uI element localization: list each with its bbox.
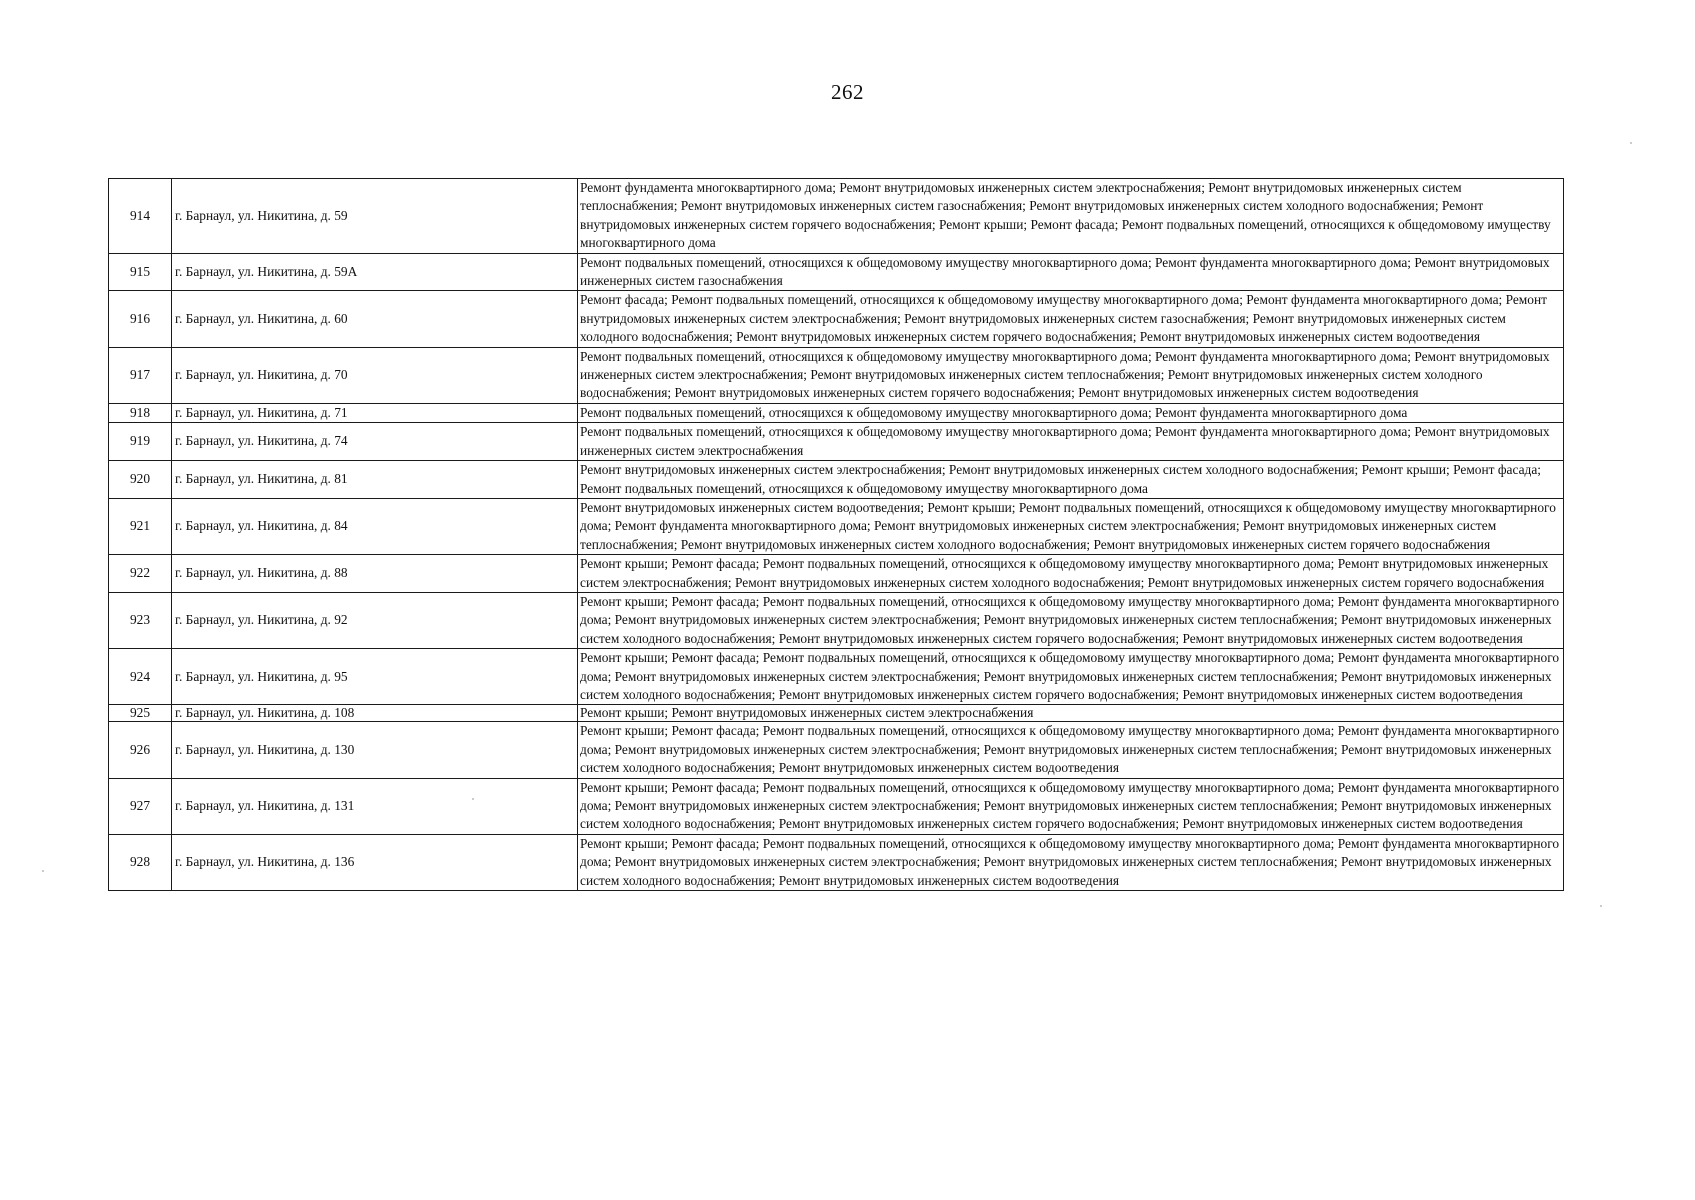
scan-speck — [472, 798, 474, 800]
row-number: 918 — [109, 403, 172, 422]
row-address: г. Барнаул, ул. Никитина, д. 84 — [172, 498, 578, 554]
row-number: 927 — [109, 778, 172, 834]
row-address: г. Барнаул, ул. Никитина, д. 59А — [172, 253, 578, 291]
table-row — [109, 347, 1564, 403]
row-works: Ремонт подвальных помещений, относящихся к общедомовому имуществу многоквартирного дома; Ремонт фундамента многоквартирного дома — [578, 403, 1564, 422]
row-works: Ремонт фасада; Ремонт подвальных помещений, относящихся к общедомовому имуществу многоквартирного дома; Ремонт фундамента многоквартирного дома; Ремонт внутридомовых инженерных систем электроснабжения; Ремонт внутридомовых инженерных систем газоснабжения; Ремонт внутридомовых инженерных систем холодного водоснабжения; Ремонт внутридомовых инженерных систем горячего водоснабжения; Ремонт внутридомовых инженерных систем водоотведения — [578, 291, 1564, 347]
row-address: г. Барнаул, ул. Никитина, д. 71 — [172, 403, 578, 422]
row-address: г. Барнаул, ул. Никитина, д. 95 — [172, 649, 578, 705]
row-number: 919 — [109, 423, 172, 461]
table-row — [109, 555, 1564, 593]
table-row — [109, 403, 1564, 422]
table-row — [109, 778, 1564, 834]
row-works: Ремонт крыши; Ремонт фасада; Ремонт подвальных помещений, относящихся к общедомовому имуществу многоквартирного дома; Ремонт фундамента многоквартирного дома; Ремонт внутридомовых инженерных систем электроснабжения; Ремонт внутридомовых инженерных систем теплоснабжения; Ремонт внутридомовых инженерных систем холодного водоснабжения; Ремонт внутридомовых инженерных систем водоотведения — [578, 834, 1564, 890]
row-works: Ремонт крыши; Ремонт фасада; Ремонт подвальных помещений, относящихся к общедомовому имуществу многоквартирного дома; Ремонт фундамента многоквартирного дома; Ремонт внутридомовых инженерных систем электроснабжения; Ремонт внутридомовых инженерных систем теплоснабжения; Ремонт внутридомовых инженерных систем холодного водоснабжения; Ремонт внутридомовых инженерных систем горячего водоснабжения; Ремонт внутридомовых инженерных систем водоотведения — [578, 592, 1564, 648]
row-number: 917 — [109, 347, 172, 403]
table-row — [109, 592, 1564, 648]
row-works: Ремонт внутридомовых инженерных систем водоотведения; Ремонт крыши; Ремонт подвальных помещений, относящихся к общедомовому имуществу многоквартирного дома; Ремонт фундамента многоквартирного дома; Ремонт внутридомовых инженерных систем электроснабжения; Ремонт внутридомовых инженерных систем теплоснабжения; Ремонт внутридомовых инженерных систем холодного водоснабжения; Ремонт внутридомовых инженерных систем горячего водоснабжения — [578, 498, 1564, 554]
row-works: Ремонт крыши; Ремонт фасада; Ремонт подвальных помещений, относящихся к общедомовому имуществу многоквартирного дома; Ремонт фундамента многоквартирного дома; Ремонт внутридомовых инженерных систем электроснабжения; Ремонт внутридомовых инженерных систем теплоснабжения; Ремонт внутридомовых инженерных систем холодного водоснабжения; Ремонт внутридомовых инженерных систем водоотведения — [578, 722, 1564, 778]
row-works: Ремонт подвальных помещений, относящихся к общедомовому имуществу многоквартирного дома; Ремонт фундамента многоквартирного дома; Ремонт внутридомовых инженерных систем электроснабжения — [578, 423, 1564, 461]
table-row — [109, 649, 1564, 705]
table-row — [109, 291, 1564, 347]
row-works: Ремонт подвальных помещений, относящихся к общедомовому имуществу многоквартирного дома; Ремонт фундамента многоквартирного дома; Ремонт внутридомовых инженерных систем газоснабжения — [578, 253, 1564, 291]
repair-table — [108, 178, 1564, 891]
page-number: 262 — [831, 80, 864, 104]
row-address: г. Барнаул, ул. Никитина, д. 74 — [172, 423, 578, 461]
table-row — [109, 834, 1564, 890]
row-works: Ремонт крыши; Ремонт фасада; Ремонт подвальных помещений, относящихся к общедомовому имуществу многоквартирного дома; Ремонт фундамента многоквартирного дома; Ремонт внутридомовых инженерных систем электроснабжения; Ремонт внутридомовых инженерных систем теплоснабжения; Ремонт внутридомовых инженерных систем холодного водоснабжения; Ремонт внутридомовых инженерных систем горячего водоснабжения; Ремонт внутридомовых инженерных систем водоотведения — [578, 778, 1564, 834]
scan-speck — [1600, 905, 1602, 907]
table-row — [109, 498, 1564, 554]
row-address: г. Барнаул, ул. Никитина, д. 81 — [172, 461, 578, 499]
row-address: г. Барнаул, ул. Никитина, д. 108 — [172, 705, 578, 722]
row-number: 924 — [109, 649, 172, 705]
row-number: 914 — [109, 179, 172, 254]
row-number: 928 — [109, 834, 172, 890]
row-address: г. Барнаул, ул. Никитина, д. 92 — [172, 592, 578, 648]
row-works: Ремонт фундамента многоквартирного дома; Ремонт внутридомовых инженерных систем электроснабжения; Ремонт внутридомовых инженерных систем теплоснабжения; Ремонт внутридомовых инженерных систем газоснабжения; Ремонт внутридомовых инженерных систем холодного водоснабжения; Ремонт внутридомовых инженерных систем горячего водоснабжения; Ремонт крыши; Ремонт фасада; Ремонт подвальных помещений, относящихся к общедомовому имуществу многоквартирного дома — [578, 179, 1564, 254]
row-number: 922 — [109, 555, 172, 593]
row-number: 916 — [109, 291, 172, 347]
row-works: Ремонт крыши; Ремонт внутридомовых инженерных систем электроснабжения — [578, 705, 1564, 722]
table-row — [109, 179, 1564, 254]
table-row — [109, 423, 1564, 461]
row-address: г. Барнаул, ул. Никитина, д. 70 — [172, 347, 578, 403]
table-row — [109, 722, 1564, 778]
scan-speck — [1630, 142, 1632, 144]
row-works: Ремонт крыши; Ремонт фасада; Ремонт подвальных помещений, относящихся к общедомовому имуществу многоквартирного дома; Ремонт внутридомовых инженерных систем электроснабжения; Ремонт внутридомовых инженерных систем холодного водоснабжения; Ремонт внутридомовых инженерных систем горячего водоснабжения — [578, 555, 1564, 593]
row-number: 920 — [109, 461, 172, 499]
row-number: 925 — [109, 705, 172, 722]
row-number: 923 — [109, 592, 172, 648]
table-row — [109, 253, 1564, 291]
row-address: г. Барнаул, ул. Никитина, д. 59 — [172, 179, 578, 254]
row-works: Ремонт внутридомовых инженерных систем электроснабжения; Ремонт внутридомовых инженерных систем холодного водоснабжения; Ремонт крыши; Ремонт фасада; Ремонт подвальных помещений, относящихся к общедомовому имуществу многоквартирного дома — [578, 461, 1564, 499]
table-row — [109, 705, 1564, 722]
scan-speck — [42, 870, 44, 872]
row-address: г. Барнаул, ул. Никитина, д. 88 — [172, 555, 578, 593]
row-works: Ремонт подвальных помещений, относящихся к общедомовому имуществу многоквартирного дома; Ремонт фундамента многоквартирного дома; Ремонт внутридомовых инженерных систем электроснабжения; Ремонт внутридомовых инженерных систем теплоснабжения; Ремонт внутридомовых инженерных систем холодного водоснабжения; Ремонт внутридомовых инженерных систем горячего водоснабжения; Ремонт внутридомовых инженерных систем водоотведения — [578, 347, 1564, 403]
row-number: 915 — [109, 253, 172, 291]
row-number: 926 — [109, 722, 172, 778]
row-number: 921 — [109, 498, 172, 554]
table-row — [109, 461, 1564, 499]
row-address: г. Барнаул, ул. Никитина, д. 131 — [172, 778, 578, 834]
row-address: г. Барнаул, ул. Никитина, д. 136 — [172, 834, 578, 890]
row-works: Ремонт крыши; Ремонт фасада; Ремонт подвальных помещений, относящихся к общедомовому имуществу многоквартирного дома; Ремонт фундамента многоквартирного дома; Ремонт внутридомовых инженерных систем электроснабжения; Ремонт внутридомовых инженерных систем теплоснабжения; Ремонт внутридомовых инженерных систем холодного водоснабжения; Ремонт внутридомовых инженерных систем горячего водоснабжения; Ремонт внутридомовых инженерных систем водоотведения — [578, 649, 1564, 705]
row-address: г. Барнаул, ул. Никитина, д. 60 — [172, 291, 578, 347]
row-address: г. Барнаул, ул. Никитина, д. 130 — [172, 722, 578, 778]
